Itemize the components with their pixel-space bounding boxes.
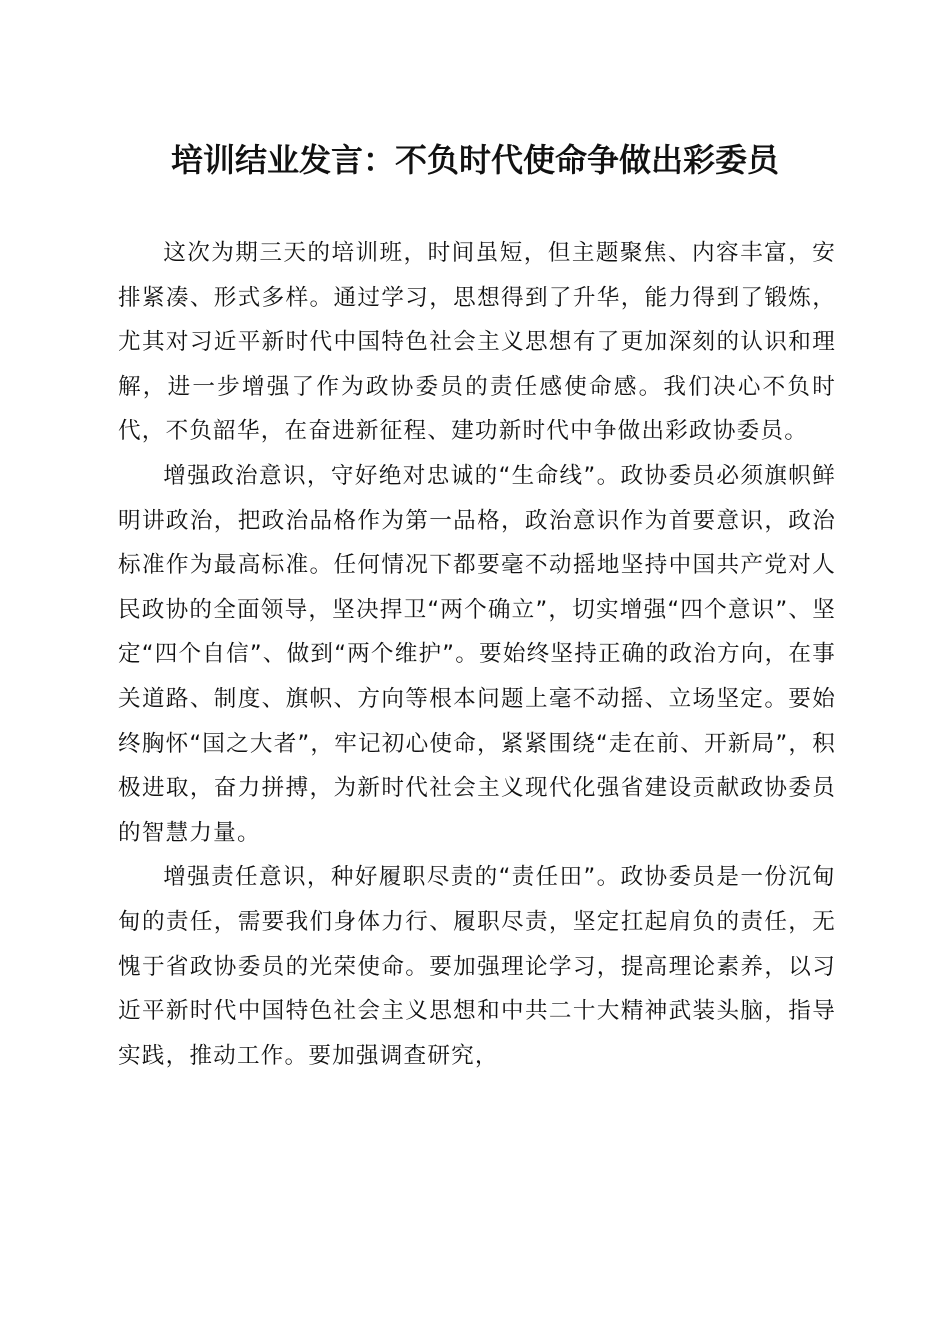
document-body — [118, 231, 836, 1078]
paragraph-political-awareness: 增强政治意识，守好绝对忠诚的“生命线”。政协委员必须旗帜鲜明讲政治，把政治品格作为第一品格，政治意识作为首要意识，政治标准作为最高标准。任何情况下都要毫不动摇地坚持中国共产党对人民政协的全面领导，坚决捍卫“两个确立”，切实增强“四个意识”、坚定“四个自信”、做到“两个维护”。要始终坚持正确的政治方向，在事关道路、制度、旗帜、方向等根本问题上毫不动摇、立场坚定。要始终胸怀“国之大者”，牢记初心使命，紧紧围绕“走在前、开新局”，积极进取，奋力拼搏，为新时代社会主义现代化强省建设贡献政协委员的智慧力量。 — [118, 462, 836, 846]
paragraph-intro: 这次为期三天的培训班，时间虽短，但主题聚焦、内容丰富，安排紧凑、形式多样。通过学习，思想得到了升华，能力得到了锻炼，尤其对习近平新时代中国特色社会主义思想有了更加深刻的认识和理解，进一步增强了作为政协委员的责任感使命感。我们决心不负时代，不负韶华，在奋进新征程、建功新时代中争做出彩政协委员。 — [118, 240, 836, 445]
document-title: 培训结业发言：不负时代使命争做出彩委员 — [170, 141, 779, 179]
paragraph-responsibility-awareness: 增强责任意识，种好履职尽责的“责任田”。政协委员是一份沉甸甸的责任，需要我们身体力行、履职尽责，坚定扛起肩负的责任，无愧于省政协委员的光荣使命。要加强理论学习，提高理论素养，以习近平新时代中国特色社会主义思想和中共二十大精神武装头脑，指导实践，推动工作。要加强调查研究， — [118, 864, 836, 1069]
